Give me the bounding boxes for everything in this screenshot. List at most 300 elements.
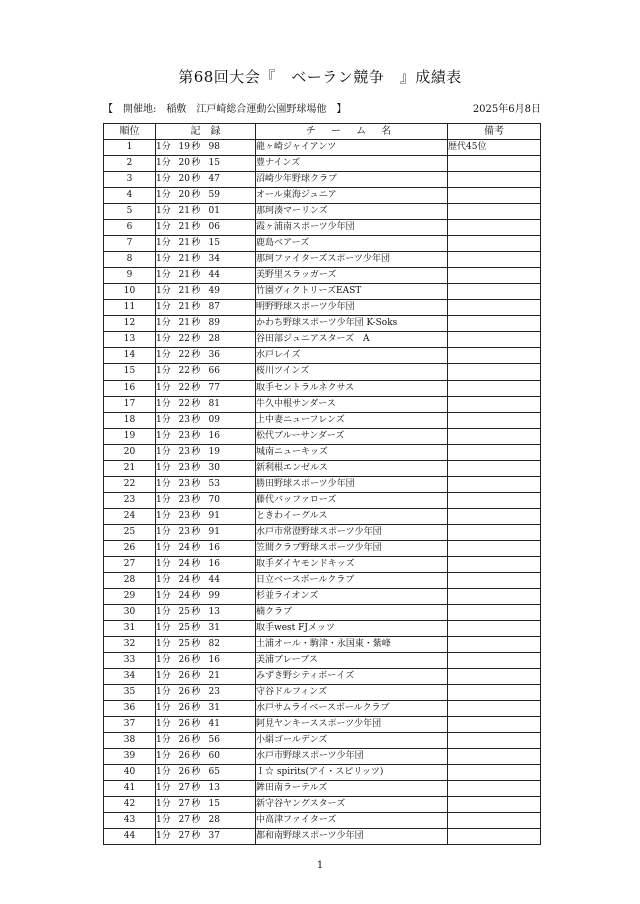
time-seconds-unit: 秒 xyxy=(191,142,201,153)
time-minutes: 1分 xyxy=(156,526,171,537)
time-cell xyxy=(156,396,256,412)
time-hundredths: 28 xyxy=(208,334,220,345)
rank-cell: 6 xyxy=(104,220,156,236)
note-cell xyxy=(448,412,541,428)
note-cell xyxy=(448,332,541,348)
table-row xyxy=(104,268,541,284)
time-cell xyxy=(156,380,256,396)
time-cell xyxy=(156,156,256,172)
table-row xyxy=(104,172,541,188)
time-seconds-unit: 秒 xyxy=(191,238,201,249)
team-name-cell: 水戸レイズ xyxy=(256,348,448,364)
team-name-cell: 美野里スラッガーズ xyxy=(256,268,448,284)
team-name-cell: オール東海ジュニア xyxy=(256,188,448,204)
table-row xyxy=(104,332,541,348)
time-seconds-unit: 秒 xyxy=(191,831,201,842)
time-seconds: 26 xyxy=(178,703,190,714)
time-minutes: 1分 xyxy=(156,494,171,505)
time-cell xyxy=(156,300,256,316)
time-seconds: 25 xyxy=(178,622,190,633)
table-row xyxy=(104,524,541,540)
rank-cell: 21 xyxy=(104,460,156,476)
table-row xyxy=(104,380,541,396)
time-minutes: 1分 xyxy=(156,655,171,666)
time-cell xyxy=(156,813,256,829)
time-hundredths: 30 xyxy=(208,462,220,473)
time-minutes: 1分 xyxy=(156,142,171,153)
time-minutes: 1分 xyxy=(156,382,171,393)
time-hundredths: 98 xyxy=(208,142,220,153)
time-cell xyxy=(156,172,256,188)
time-hundredths: 31 xyxy=(208,703,220,714)
table-row xyxy=(104,588,541,604)
team-name-cell: 日立ベースボールクラブ xyxy=(256,572,448,588)
rank-cell: 10 xyxy=(104,284,156,300)
time-hundredths: 13 xyxy=(208,606,220,617)
time-hundredths: 19 xyxy=(208,446,220,457)
team-name-cell: 竹園ヴィクトリーズEAST xyxy=(256,284,448,300)
time-minutes: 1分 xyxy=(156,831,171,842)
time-minutes: 1分 xyxy=(156,590,171,601)
time-hundredths: 16 xyxy=(208,542,220,553)
time-seconds-unit: 秒 xyxy=(191,590,201,601)
team-name-cell: 都和南野球スポーツ少年団 xyxy=(256,829,448,845)
table-row xyxy=(104,540,541,556)
note-cell xyxy=(448,829,541,845)
table-row xyxy=(104,412,541,428)
time-cell xyxy=(156,220,256,236)
note-cell xyxy=(448,653,541,669)
note-cell xyxy=(448,428,541,444)
time-seconds-unit: 秒 xyxy=(191,478,201,489)
table-row xyxy=(104,604,541,620)
rank-cell: 30 xyxy=(104,604,156,620)
time-cell xyxy=(156,829,256,845)
time-cell xyxy=(156,348,256,364)
table-row xyxy=(104,364,541,380)
rank-cell: 26 xyxy=(104,540,156,556)
table-row xyxy=(104,797,541,813)
time-seconds: 21 xyxy=(178,302,190,313)
time-cell xyxy=(156,653,256,669)
header-time-a: 記 xyxy=(190,126,211,138)
time-minutes: 1分 xyxy=(156,687,171,698)
time-seconds-unit: 秒 xyxy=(191,622,201,633)
time-seconds: 26 xyxy=(178,687,190,698)
time-minutes: 1分 xyxy=(156,783,171,794)
time-hundredths: 15 xyxy=(208,158,220,169)
team-name-cell: 守谷ドルフィンズ xyxy=(256,685,448,701)
team-name-cell: かわち野球スポーツ少年団 K-Soks xyxy=(256,316,448,332)
time-minutes: 1分 xyxy=(156,478,171,489)
note-cell xyxy=(448,316,541,332)
note-cell xyxy=(448,572,541,588)
table-row xyxy=(104,620,541,636)
time-seconds: 27 xyxy=(178,783,190,794)
time-minutes: 1分 xyxy=(156,622,171,633)
time-seconds: 22 xyxy=(178,350,190,361)
table-row xyxy=(104,717,541,733)
team-name-cell: 城南ニューキッズ xyxy=(256,444,448,460)
time-seconds: 24 xyxy=(178,590,190,601)
table-row xyxy=(104,444,541,460)
team-name-cell: 勝田野球スポーツ少年団 xyxy=(256,476,448,492)
team-name-cell: 新利根エンゼルス xyxy=(256,460,448,476)
header-note: 備考 xyxy=(448,124,541,140)
time-seconds-unit: 秒 xyxy=(191,494,201,505)
time-cell xyxy=(156,444,256,460)
time-hundredths: 60 xyxy=(208,751,220,762)
time-minutes: 1分 xyxy=(156,222,171,233)
time-seconds: 22 xyxy=(178,382,190,393)
rank-cell: 18 xyxy=(104,412,156,428)
team-name-cell: 取手ダイヤモンドキッズ xyxy=(256,556,448,572)
time-seconds: 23 xyxy=(178,446,190,457)
time-hundredths: 41 xyxy=(208,719,220,730)
time-cell xyxy=(156,733,256,749)
team-name-cell: 桜川ツインズ xyxy=(256,364,448,380)
team-name-cell: 水戸市常澄野球スポーツ少年団 xyxy=(256,524,448,540)
time-cell xyxy=(156,284,256,300)
time-seconds-unit: 秒 xyxy=(191,158,201,169)
time-cell xyxy=(156,749,256,765)
time-minutes: 1分 xyxy=(156,302,171,313)
table-row xyxy=(104,813,541,829)
time-cell xyxy=(156,492,256,508)
rank-cell: 44 xyxy=(104,829,156,845)
time-hundredths: 47 xyxy=(208,174,220,185)
rank-cell: 20 xyxy=(104,444,156,460)
time-seconds-unit: 秒 xyxy=(191,719,201,730)
table-row xyxy=(104,637,541,653)
time-minutes: 1分 xyxy=(156,174,171,185)
note-cell xyxy=(448,620,541,636)
time-minutes: 1分 xyxy=(156,574,171,585)
note-cell xyxy=(448,604,541,620)
time-cell xyxy=(156,524,256,540)
time-minutes: 1分 xyxy=(156,334,171,345)
rank-cell: 14 xyxy=(104,348,156,364)
time-cell xyxy=(156,540,256,556)
time-seconds: 27 xyxy=(178,799,190,810)
time-hundredths: 66 xyxy=(208,366,220,377)
team-name-cell: 水戸市野球スポーツ少年団 xyxy=(256,749,448,765)
time-hundredths: 44 xyxy=(208,574,220,585)
time-minutes: 1分 xyxy=(156,350,171,361)
time-cell xyxy=(156,140,256,156)
time-cell xyxy=(156,556,256,572)
time-seconds: 26 xyxy=(178,655,190,666)
time-hundredths: 15 xyxy=(208,799,220,810)
rank-cell: 43 xyxy=(104,813,156,829)
note-cell xyxy=(448,396,541,412)
table-row xyxy=(104,669,541,685)
time-seconds: 21 xyxy=(178,254,190,265)
time-cell xyxy=(156,204,256,220)
time-hundredths: 23 xyxy=(208,687,220,698)
time-hundredths: 91 xyxy=(208,510,220,521)
note-cell xyxy=(448,733,541,749)
time-hundredths: 65 xyxy=(208,767,220,778)
rank-cell: 41 xyxy=(104,781,156,797)
team-name-cell: 水戸サムライベースボールクラブ xyxy=(256,701,448,717)
rank-cell: 13 xyxy=(104,332,156,348)
time-cell xyxy=(156,364,256,380)
table-row xyxy=(104,236,541,252)
team-name-cell: 龍ヶ崎ジャイアンツ xyxy=(256,140,448,156)
rank-cell: 4 xyxy=(104,188,156,204)
rank-cell: 29 xyxy=(104,588,156,604)
time-hundredths: 99 xyxy=(208,590,220,601)
time-cell xyxy=(156,236,256,252)
rank-cell: 17 xyxy=(104,396,156,412)
table-row xyxy=(104,204,541,220)
time-seconds: 20 xyxy=(178,158,190,169)
time-minutes: 1分 xyxy=(156,238,171,249)
time-seconds: 23 xyxy=(178,414,190,425)
table-row xyxy=(104,348,541,364)
time-seconds: 24 xyxy=(178,558,190,569)
time-hundredths: 56 xyxy=(208,735,220,746)
time-seconds-unit: 秒 xyxy=(191,334,201,345)
time-seconds-unit: 秒 xyxy=(191,190,201,201)
note-cell xyxy=(448,252,541,268)
time-cell xyxy=(156,797,256,813)
table-row xyxy=(104,252,541,268)
time-seconds: 21 xyxy=(178,318,190,329)
page-title: 第68回大会『 ベーラン競争 』成績表 xyxy=(178,68,462,86)
time-cell xyxy=(156,476,256,492)
team-name-cell: 美浦ブレーブス xyxy=(256,653,448,669)
time-cell xyxy=(156,268,256,284)
time-hundredths: 49 xyxy=(208,286,220,297)
table-row xyxy=(104,572,541,588)
rank-cell: 24 xyxy=(104,508,156,524)
time-minutes: 1分 xyxy=(156,206,171,217)
time-hundredths: 87 xyxy=(208,302,220,313)
team-name-cell: 小絹ゴールデンズ xyxy=(256,733,448,749)
time-cell xyxy=(156,460,256,476)
rank-cell: 39 xyxy=(104,749,156,765)
time-seconds: 24 xyxy=(178,574,190,585)
time-seconds: 23 xyxy=(178,462,190,473)
team-name-cell: 牛久中根サンダース xyxy=(256,396,448,412)
time-seconds: 23 xyxy=(178,494,190,505)
table-row xyxy=(104,156,541,172)
rank-cell: 11 xyxy=(104,300,156,316)
table-row xyxy=(104,749,541,765)
time-seconds-unit: 秒 xyxy=(191,687,201,698)
rank-cell: 33 xyxy=(104,653,156,669)
note-cell xyxy=(448,284,541,300)
note-cell xyxy=(448,508,541,524)
time-minutes: 1分 xyxy=(156,735,171,746)
table-row xyxy=(104,556,541,572)
table-row xyxy=(104,701,541,717)
time-minutes: 1分 xyxy=(156,254,171,265)
note-cell xyxy=(448,797,541,813)
team-name-cell: 那珂ファイターズスポーツ少年団 xyxy=(256,252,448,268)
time-hundredths: 91 xyxy=(208,526,220,537)
table-row xyxy=(104,508,541,524)
time-seconds-unit: 秒 xyxy=(191,398,201,409)
rank-cell: 16 xyxy=(104,380,156,396)
team-name-cell: 笠間クラブ野球スポーツ少年団 xyxy=(256,540,448,556)
note-cell xyxy=(448,156,541,172)
team-name-cell: 取手west FJメッツ xyxy=(256,620,448,636)
time-seconds-unit: 秒 xyxy=(191,302,201,313)
rank-cell: 40 xyxy=(104,765,156,781)
team-name-cell: 阿見ヤンキーススポーツ少年団 xyxy=(256,717,448,733)
time-hundredths: 06 xyxy=(208,222,220,233)
team-name-cell: 谷田部ジュニアスターズ A xyxy=(256,332,448,348)
time-seconds: 26 xyxy=(178,751,190,762)
time-seconds: 26 xyxy=(178,719,190,730)
table-row xyxy=(104,733,541,749)
time-hundredths: 77 xyxy=(208,382,220,393)
note-cell xyxy=(448,460,541,476)
team-name-cell: 藤代バッファローズ xyxy=(256,492,448,508)
time-seconds: 26 xyxy=(178,671,190,682)
note-cell xyxy=(448,540,541,556)
time-cell xyxy=(156,620,256,636)
team-name-cell: 土浦オール・駒津・永国東・紫峰 xyxy=(256,637,448,653)
time-seconds-unit: 秒 xyxy=(191,671,201,682)
time-seconds: 20 xyxy=(178,174,190,185)
time-seconds: 23 xyxy=(178,510,190,521)
rank-cell: 15 xyxy=(104,364,156,380)
time-cell xyxy=(156,332,256,348)
note-cell xyxy=(448,669,541,685)
time-seconds-unit: 秒 xyxy=(191,526,201,537)
note-cell: 歴代45位 xyxy=(448,140,541,156)
time-hundredths: 36 xyxy=(208,350,220,361)
time-seconds-unit: 秒 xyxy=(191,206,201,217)
time-cell xyxy=(156,765,256,781)
team-name-cell: 豊ナインズ xyxy=(256,156,448,172)
time-minutes: 1分 xyxy=(156,158,171,169)
note-cell xyxy=(448,476,541,492)
time-minutes: 1分 xyxy=(156,542,171,553)
team-name-cell: 新守谷ヤングスターズ xyxy=(256,797,448,813)
rank-cell: 42 xyxy=(104,797,156,813)
time-seconds-unit: 秒 xyxy=(191,799,201,810)
note-cell xyxy=(448,172,541,188)
rank-cell: 37 xyxy=(104,717,156,733)
time-seconds-unit: 秒 xyxy=(191,655,201,666)
time-minutes: 1分 xyxy=(156,751,171,762)
header-time-b: 録 xyxy=(210,126,221,138)
rank-cell: 12 xyxy=(104,316,156,332)
time-cell xyxy=(156,717,256,733)
time-minutes: 1分 xyxy=(156,398,171,409)
rank-cell: 25 xyxy=(104,524,156,540)
time-cell xyxy=(156,316,256,332)
results-body xyxy=(104,140,541,845)
time-minutes: 1分 xyxy=(156,414,171,425)
table-row xyxy=(104,476,541,492)
note-cell xyxy=(448,781,541,797)
note-cell xyxy=(448,364,541,380)
note-cell xyxy=(448,220,541,236)
time-seconds-unit: 秒 xyxy=(191,735,201,746)
table-row xyxy=(104,829,541,845)
time-minutes: 1分 xyxy=(156,462,171,473)
time-minutes: 1分 xyxy=(156,430,171,441)
note-cell xyxy=(448,236,541,252)
team-name-cell: 沼崎少年野球クラブ xyxy=(256,172,448,188)
time-minutes: 1分 xyxy=(156,270,171,281)
team-name-cell: ときわイーグルス xyxy=(256,508,448,524)
time-seconds: 23 xyxy=(178,430,190,441)
time-cell xyxy=(156,572,256,588)
time-seconds-unit: 秒 xyxy=(191,286,201,297)
rank-cell: 27 xyxy=(104,556,156,572)
table-row xyxy=(104,765,541,781)
time-cell xyxy=(156,669,256,685)
time-minutes: 1分 xyxy=(156,366,171,377)
time-seconds: 20 xyxy=(178,190,190,201)
table-row xyxy=(104,396,541,412)
time-hundredths: 21 xyxy=(208,671,220,682)
time-cell xyxy=(156,701,256,717)
time-seconds-unit: 秒 xyxy=(191,639,201,650)
time-minutes: 1分 xyxy=(156,703,171,714)
team-name-cell: 取手セントラルネクサス xyxy=(256,380,448,396)
time-seconds-unit: 秒 xyxy=(191,382,201,393)
time-seconds: 27 xyxy=(178,831,190,842)
time-hundredths: 44 xyxy=(208,270,220,281)
table-row xyxy=(104,653,541,669)
note-cell xyxy=(448,637,541,653)
time-seconds-unit: 秒 xyxy=(191,767,201,778)
rank-cell: 36 xyxy=(104,701,156,717)
team-name-cell: 楠クラブ xyxy=(256,604,448,620)
time-seconds: 24 xyxy=(178,542,190,553)
team-name-cell: 那珂湊マーリンズ xyxy=(256,204,448,220)
rank-cell: 22 xyxy=(104,476,156,492)
rank-cell: 28 xyxy=(104,572,156,588)
header-team: チ ー ム 名 xyxy=(256,124,448,140)
time-seconds: 21 xyxy=(178,238,190,249)
time-hundredths: 59 xyxy=(208,190,220,201)
team-name-cell: 明野野球スポーツ少年団 xyxy=(256,300,448,316)
time-seconds: 19 xyxy=(178,142,190,153)
time-seconds-unit: 秒 xyxy=(191,542,201,553)
note-cell xyxy=(448,685,541,701)
rank-cell: 2 xyxy=(104,156,156,172)
time-hundredths: 53 xyxy=(208,478,220,489)
team-name-cell: 杉並ライオンズ xyxy=(256,588,448,604)
table-row xyxy=(104,140,541,156)
time-seconds-unit: 秒 xyxy=(191,606,201,617)
time-minutes: 1分 xyxy=(156,446,171,457)
note-cell xyxy=(448,268,541,284)
team-name-cell: 上中妻ニューフレンズ xyxy=(256,412,448,428)
time-seconds: 23 xyxy=(178,478,190,489)
time-minutes: 1分 xyxy=(156,286,171,297)
time-seconds-unit: 秒 xyxy=(191,222,201,233)
rank-cell: 38 xyxy=(104,733,156,749)
note-cell xyxy=(448,444,541,460)
time-hundredths: 31 xyxy=(208,622,220,633)
team-name-cell: 松代ブルーサンダーズ xyxy=(256,428,448,444)
table-row xyxy=(104,460,541,476)
time-seconds-unit: 秒 xyxy=(191,462,201,473)
rank-cell: 9 xyxy=(104,268,156,284)
time-minutes: 1分 xyxy=(156,671,171,682)
time-seconds-unit: 秒 xyxy=(191,366,201,377)
